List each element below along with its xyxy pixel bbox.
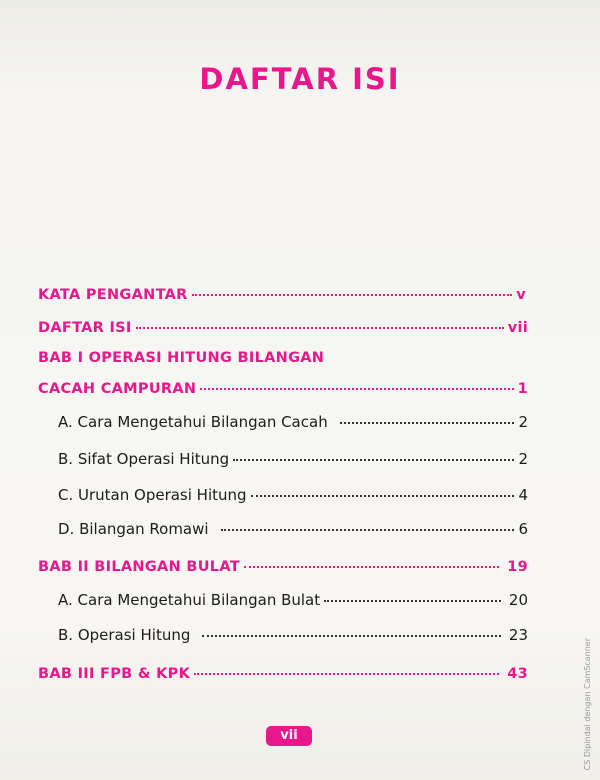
page-title: DAFTAR ISI [199, 62, 401, 96]
dot-leader [221, 516, 515, 531]
toc-entry-page: 19 [507, 559, 528, 575]
dot-leader [136, 313, 504, 329]
toc-entry-kata-pengantar[interactable] [38, 283, 526, 303]
toc-entry-label: A. Cara Mengetahui Bilangan Cacah [58, 413, 328, 431]
toc-entry-page: 2 [518, 450, 528, 468]
toc-entry-daftar-isi[interactable] [38, 316, 528, 336]
toc-subentry[interactable] [58, 590, 528, 609]
dot-leader [194, 659, 499, 675]
toc-entry-label: A. Cara Mengetahui Bilangan Bulat [58, 591, 321, 609]
dot-leader [251, 482, 515, 497]
toc-entry-page: 6 [518, 520, 528, 538]
toc-entry-label: B. Sifat Operasi Hitung [58, 450, 230, 468]
dot-leader [202, 622, 501, 637]
toc-entry-bab-3[interactable] [38, 662, 528, 682]
toc-entry-label: BAB III FPB & KPK [38, 666, 191, 682]
toc-entry-page: 2 [518, 413, 528, 431]
page-number-badge: vii [266, 726, 312, 746]
toc-subentry[interactable] [58, 449, 528, 468]
toc-entry-label: D. Bilangan Romawi [58, 520, 209, 538]
dot-leader [324, 587, 501, 602]
toc-entry-label: C. Urutan Operasi Hitung [58, 486, 247, 504]
toc-entry-page: 4 [518, 486, 528, 504]
dot-leader [340, 409, 515, 424]
dot-leader [233, 446, 514, 461]
toc-entry-bab-1[interactable] [38, 377, 528, 397]
toc-subentry[interactable] [58, 412, 528, 431]
dot-leader [200, 374, 513, 390]
toc-entry-label: B. Operasi Hitung [58, 626, 191, 644]
dot-leader [192, 280, 513, 296]
dot-leader [244, 552, 499, 568]
toc-entry-page: v [516, 287, 526, 303]
toc-entry-bab-2[interactable] [38, 555, 528, 575]
toc-entry-page: 43 [507, 666, 528, 682]
toc-chapter-heading-bab-1: BAB I OPERASI HITUNG BILANGAN [38, 350, 325, 366]
toc-entry-label: CACAH CAMPURAN [38, 381, 197, 397]
scanner-watermark: CS Dipindai dengan CamScanner [583, 637, 592, 770]
toc-entry-page: 20 [508, 591, 528, 609]
toc-entry-label: BAB II BILANGAN BULAT [38, 559, 240, 575]
toc-entry-label: DAFTAR ISI [38, 320, 132, 336]
toc-entry-page: 1 [517, 381, 528, 397]
toc-subentry[interactable] [58, 485, 528, 504]
toc-subentry[interactable] [58, 519, 528, 538]
toc-entry-page: vii [507, 320, 528, 336]
toc-entry-label: KATA PENGANTAR [38, 287, 188, 303]
toc-subentry[interactable] [58, 625, 528, 644]
toc-entry-page: 23 [508, 626, 528, 644]
